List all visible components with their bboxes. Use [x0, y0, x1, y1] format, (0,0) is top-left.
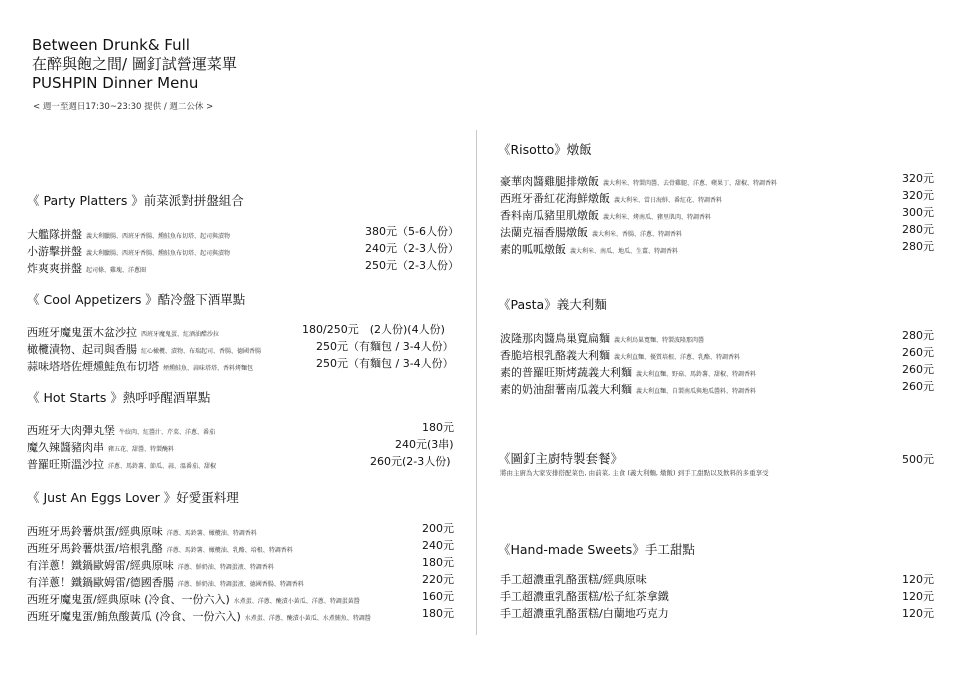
item-desc: 義大利直麵、自製南瓜與地瓜醬料、特調香料	[636, 388, 757, 395]
item-name: 有洋蔥！鐵鍋歐姆雷/德國香腸	[27, 576, 174, 589]
item-name: 手工超濃重乳酪蛋糕/白蘭地巧克力	[500, 607, 669, 620]
item-desc: 義大利直麵、野菇、馬鈴薯、甜椒、特調香料	[636, 371, 757, 378]
item-desc: 牛絞肉、紅醬汁、芹菜、洋蔥、番茄	[119, 429, 216, 436]
item-desc: 義大利米、特製肉醬、去骨雞腿、洋蔥、蘋果丁、甜椒、特調香料	[603, 180, 778, 187]
item-desc: 起司條、雞塊、洋蔥圈	[86, 267, 147, 274]
item-name: 有洋蔥！鐵鍋歐姆雷/經典原味	[27, 559, 174, 572]
item-name: 西班牙魔鬼蛋/經典原味 (冷食、一份六入)	[27, 593, 230, 606]
section-title-risotto: 《Risotto》燉飯	[498, 142, 592, 157]
menu-item	[500, 238, 678, 257]
item-price: 120元	[902, 573, 934, 586]
item-desc: 義大利鳥巢寬麵、特製波隆那肉醬	[614, 337, 705, 344]
menu-item	[27, 257, 146, 276]
item-price: 260元	[902, 380, 934, 393]
item-name: 炸爽爽拼盤	[27, 262, 82, 275]
item-desc: 洋蔥、馬鈴薯、橄欖油、乳酪、培根、特調香料	[166, 547, 293, 554]
item-name: 素的呱呱燉飯	[500, 243, 566, 256]
opening-hours: < 週一至週日17:30~23:30 提供 / 週二公休 >	[33, 102, 214, 112]
item-price: 280元	[902, 240, 934, 253]
section-title-cool: 《 Cool Appetizers 》酷冷盤下酒單點	[27, 292, 246, 307]
item-price: 380元（5-6人份）	[365, 225, 459, 238]
title-menu: PUSHPIN Dinner Menu	[32, 74, 199, 92]
item-name: 西班牙馬鈴薯烘蛋/經典原味	[27, 525, 163, 538]
item-name: 橄欖漬物、起司與香腸	[27, 343, 137, 356]
item-name: 手工超濃重乳酪蛋糕/經典原味	[500, 573, 647, 586]
item-desc: 義大利直麵、優質培根、洋蔥、乳酪、特調香料	[614, 354, 741, 361]
item-price: 200元	[422, 522, 454, 535]
menu-item	[27, 355, 253, 374]
item-name: 魔久辣醬豬肉串	[27, 441, 104, 454]
item-desc: 水煮蛋、洋蔥、醃漬小黃瓜、洋蔥、特調蛋黃醬	[233, 598, 360, 605]
item-price: 160元	[422, 590, 454, 603]
item-price: 260元	[902, 363, 934, 376]
item-name: 小游擊拼盤	[27, 245, 82, 258]
item-name: 香脆培根乳酪義大利麵	[500, 349, 610, 362]
item-name: 手工超濃重乳酪蛋糕/松子紅茶拿鐵	[500, 590, 669, 603]
item-price: 260元(2-3人份)	[370, 455, 451, 468]
item-price: 250元（有麵包 / 3-4人份）	[316, 340, 454, 353]
item-desc: 洋蔥、鮮奶油、特調蛋液、特調香料	[177, 564, 274, 571]
section-title-eggs: 《 Just An Eggs Lover 》好愛蛋料理	[27, 490, 239, 505]
item-price: 280元	[902, 329, 934, 342]
section-title-party: 《 Party Platters 》前菜派對拼盤組合	[27, 193, 244, 208]
item-name: 法蘭克福香腸燉飯	[500, 226, 588, 239]
item-price: 300元	[902, 206, 934, 219]
item-desc: 洋蔥、馬鈴薯、橄欖油、特調香料	[166, 530, 257, 537]
item-price: 180元	[422, 556, 454, 569]
item-price: 240元(3串)	[395, 438, 454, 451]
item-desc: 紅心橄欖、漬物、布瑞起司、香腸、德國香腸	[141, 348, 262, 355]
menu-item	[500, 378, 756, 397]
menu-item	[27, 605, 371, 624]
column-divider	[476, 130, 477, 635]
section-title-chef-set: 《圖釘主廚特製套餐》	[498, 451, 624, 466]
item-price: 250元（有麵包 / 3-4人份）	[316, 357, 454, 370]
item-price: 120元	[902, 590, 934, 603]
item-price: 250元（2-3人份）	[365, 259, 459, 272]
item-desc: 水煮蛋、洋蔥、醃漬小黃瓜、水煮鮪魚、特調醬	[244, 615, 371, 622]
item-name: 西班牙大肉彈丸堡	[27, 424, 115, 437]
item-price: 180元	[422, 607, 454, 620]
item-desc: 煙燻鮭魚、蒜味塔塔、香料烤麵包	[163, 365, 254, 372]
item-name: 波隆那肉醬鳥巢寬扁麵	[500, 332, 610, 345]
item-name: 素的奶油甜薯南瓜義大利麵	[500, 383, 632, 396]
item-name: 普羅旺斯溫沙拉	[27, 458, 104, 471]
title-en: Between Drunk& Full	[32, 36, 190, 54]
item-name: 蒜味塔塔佐煙燻鮭魚布切塔	[27, 360, 159, 373]
item-name: 西班牙番紅花海鮮燉飯	[500, 192, 610, 205]
item-price: 180/250元 (2人份)(4人份)	[302, 323, 445, 336]
item-desc: 義大利米、烤南瓜、豬里肌肉、特調香料	[603, 214, 712, 221]
chef-set-price: 500元	[902, 453, 934, 466]
item-name: 豪華肉醬雞腿排燉飯	[500, 175, 599, 188]
item-price: 220元	[422, 573, 454, 586]
item-price: 320元	[902, 172, 934, 185]
item-price: 320元	[902, 189, 934, 202]
item-price: 180元	[422, 421, 454, 434]
item-price: 120元	[902, 607, 934, 620]
item-price: 240元	[422, 539, 454, 552]
item-name: 西班牙魔鬼蛋木盆沙拉	[27, 326, 137, 339]
item-desc: 豬五花、甜醬、特製醃料	[108, 446, 175, 453]
menu-item	[27, 453, 216, 472]
section-title-sweets: 《Hand-made Sweets》手工甜點	[498, 542, 695, 557]
section-title-pasta: 《Pasta》義大利麵	[498, 297, 607, 312]
item-desc: 義大利臘腸、西班牙香腸、燻鮭魚布切塔、起司與漬物	[86, 250, 231, 257]
item-name: 西班牙馬鈴薯烘蛋/培根乳酪	[27, 542, 163, 555]
item-desc: 洋蔥、鮮奶油、特調蛋液、德國香腸、特調香料	[177, 581, 304, 588]
item-desc: 義大利米、香腸、洋蔥、特調香料	[592, 231, 683, 238]
chef-set-note: 將由主廚為大家安排搭配菜色, 由前菜, 主食 (義大利麵, 燉飯) 到手工甜點以及飲料的多重享受	[500, 469, 769, 477]
item-price: 280元	[902, 223, 934, 236]
item-desc: 義大利米、當日海鮮、番紅花、特調香料	[614, 197, 723, 204]
item-desc: 洋蔥、馬鈴薯、節瓜、蒜、溫番茄、甜椒	[108, 463, 217, 470]
item-name: 素的普羅旺斯烤蔬義大利麵	[500, 366, 632, 379]
item-desc: 西班牙魔鬼蛋、紅酒油醋沙拉	[141, 331, 220, 338]
section-title-hot: 《 Hot Starts 》熱呼呼醒酒單點	[27, 390, 211, 405]
item-name: 西班牙魔鬼蛋/鮪魚酸黃瓜 (冷食、一份六入)	[27, 610, 241, 623]
title-zh: 在醉與飽之間/ 圖釘試營運菜單	[32, 55, 237, 73]
item-price: 260元	[902, 346, 934, 359]
item-desc: 義大利臘腸、西班牙香腸、燻鮭魚布切塔、起司與漬物	[86, 233, 231, 240]
item-name: 香料南瓜豬里肌燉飯	[500, 209, 599, 222]
item-price: 240元（2-3人份）	[365, 242, 459, 255]
item-desc: 義大利米、南瓜、地瓜、生薑、特調香料	[570, 248, 679, 255]
item-name: 大艦隊拼盤	[27, 228, 82, 241]
